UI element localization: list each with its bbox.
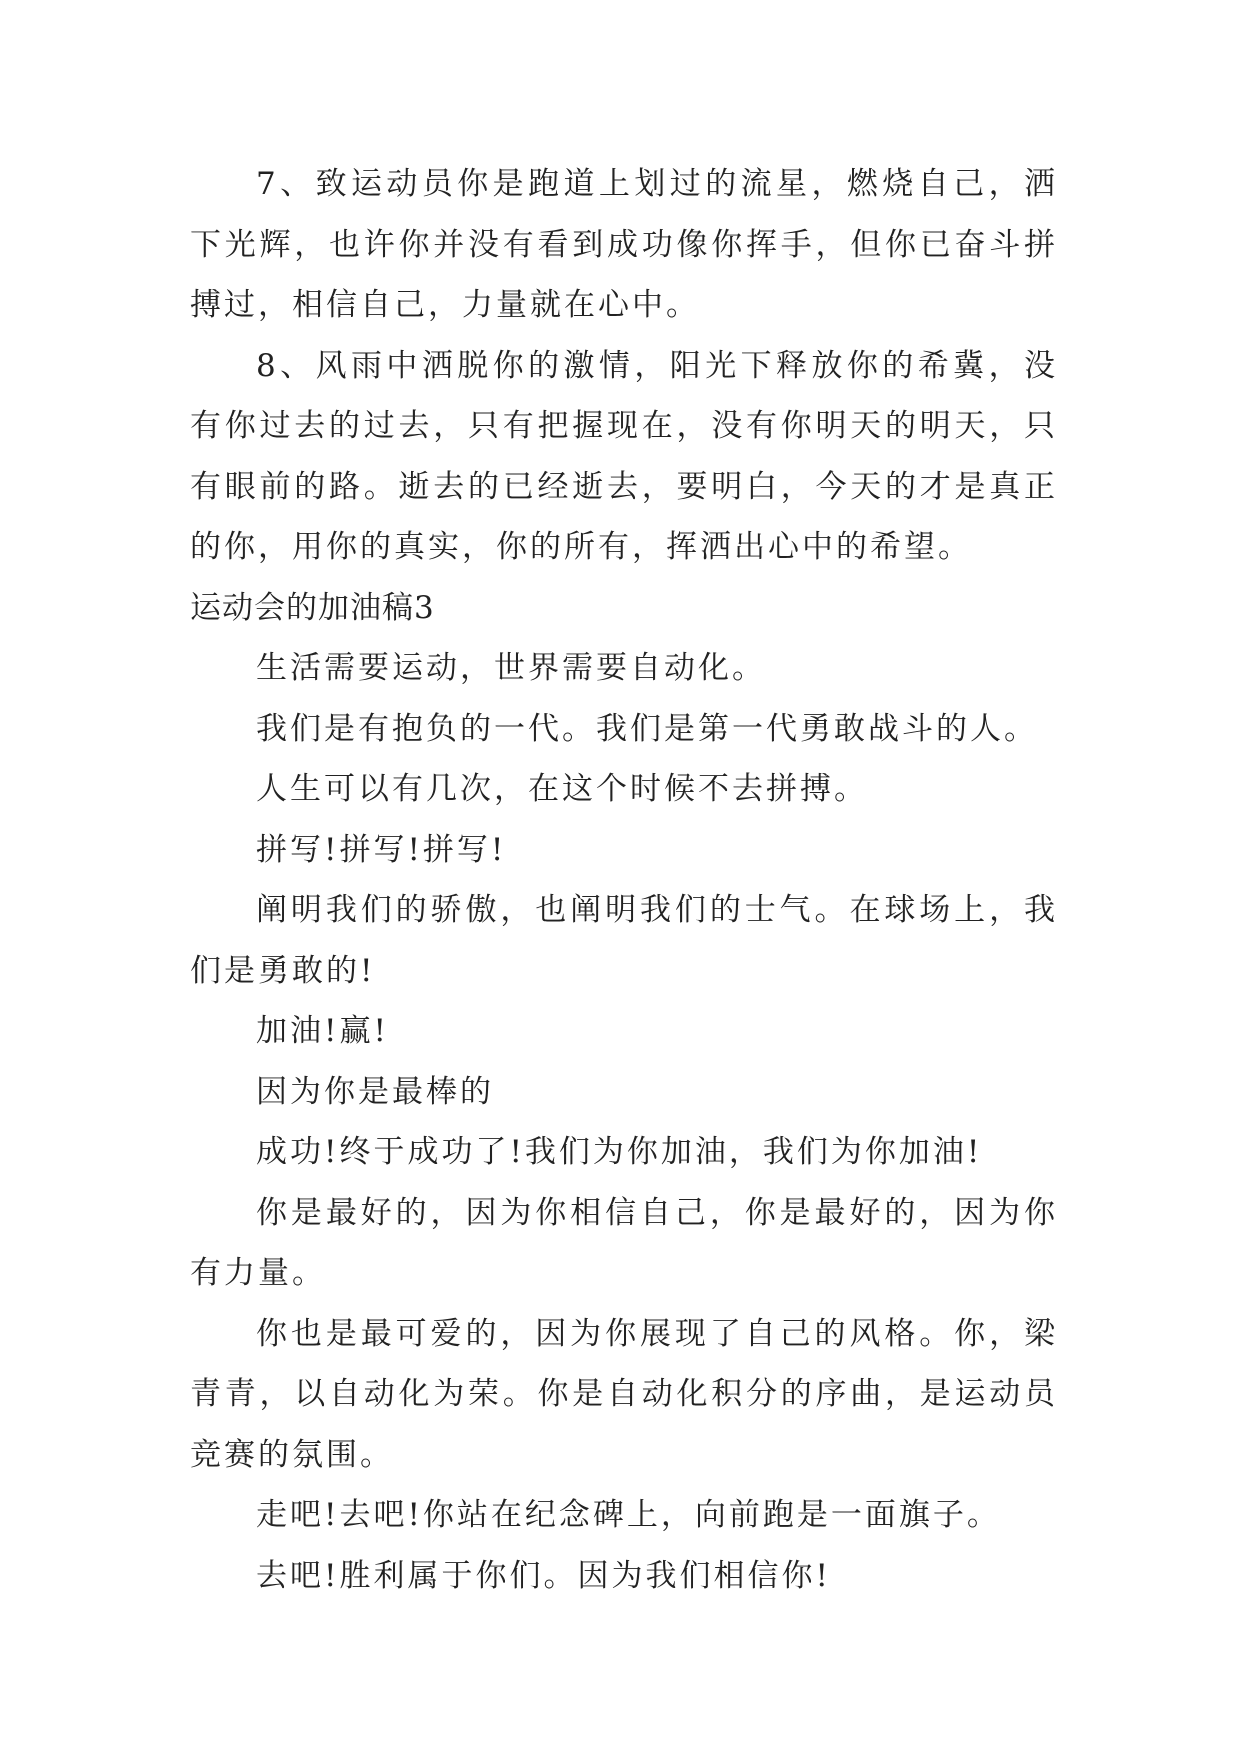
paragraph: 拼写!拼写!拼写! — [256, 831, 507, 868]
paragraph: 我们是有抱负的一代。我们是第一代勇敢战斗的人。 — [256, 710, 1038, 747]
paragraph: 你也是最可爱的，因为你展现了自己的风格。你，梁青青，以自动化为荣。你是自动化积分的序曲，是运动员竞赛的氛围。 — [190, 1315, 1058, 1473]
section-heading: 运动会的加油稿3 — [190, 589, 435, 626]
paragraph: 阐明我们的骄傲，也阐明我们的士气。在球场上，我们是勇敢的! — [190, 892, 1058, 989]
paragraph-8: 8、风雨中洒脱你的激情，阳光下释放你的希冀，没有你过去的过去，只有把握现在，没有你明天的明天，只有眼前的路。逝去的已经逝去，要明白，今天的才是真正的你，用你的真实，你的所有，挥洒出心中的希望。 — [190, 347, 1058, 565]
paragraph: 因为你是最棒的 — [256, 1073, 494, 1110]
document-body — [190, 154, 1058, 1606]
paragraph-7: 7、致运动员你是跑道上划过的流星，燃烧自己，洒下光辉，也许你并没有看到成功像你挥手，但你已奋斗拼搏过，相信自己，力量就在心中。 — [190, 166, 1058, 323]
paragraph: 生活需要运动，世界需要自动化。 — [256, 650, 766, 686]
paragraph: 你是最好的，因为你相信自己，你是最好的，因为你有力量。 — [190, 1194, 1058, 1291]
paragraph: 去吧!胜利属于你们。因为我们相信你! — [256, 1557, 831, 1594]
paragraph: 走吧!去吧!你站在纪念碑上，向前跑是一面旗子。 — [256, 1497, 1001, 1533]
paragraph: 成功!终于成功了!我们为你加油，我们为你加油! — [256, 1134, 983, 1170]
paragraph: 人生可以有几次，在这个时候不去拼搏。 — [256, 771, 868, 807]
paragraph: 加油!赢! — [256, 1013, 389, 1049]
